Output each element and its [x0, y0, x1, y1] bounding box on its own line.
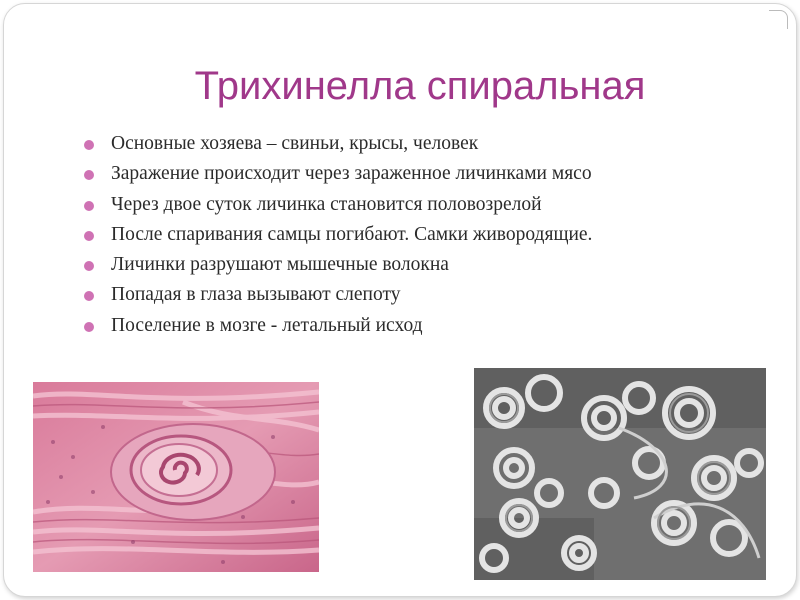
slide-title: Трихинелла спиральная	[194, 64, 646, 108]
bullet-item	[84, 282, 592, 312]
bullet-text: Личинки разрушают мышечные волокна	[111, 254, 449, 276]
bullet-text: Попадая в глаза вызывают слепоту	[111, 284, 401, 306]
bullet-item	[84, 192, 592, 222]
bullet-item	[84, 252, 592, 282]
bullet-dot-icon	[84, 291, 94, 301]
bullet-text: Через двое суток личинка становится половозрелой	[111, 193, 542, 215]
bullet-dot-icon	[84, 231, 94, 241]
bullet-text: После спаривания самцы погибают. Самки живородящие.	[111, 223, 593, 245]
electron-micrograph-image	[474, 368, 766, 580]
bullet-text: Основные хозяева – свиньи, крысы, человек	[111, 133, 479, 154]
bullet-dot-icon	[84, 322, 94, 332]
bullet-item	[84, 222, 592, 252]
bullet-item	[84, 131, 592, 161]
bullet-list	[84, 131, 592, 343]
bullet-text: Поселение в мозге - летальный исход	[111, 314, 423, 336]
bullet-dot-icon	[84, 261, 94, 271]
bullet-dot-icon	[84, 201, 94, 211]
bullet-dot-icon	[84, 140, 94, 150]
bullet-item	[84, 313, 592, 343]
slide-corner-decoration	[769, 10, 788, 29]
bullet-dot-icon	[84, 170, 94, 180]
histology-micrograph-image	[33, 382, 319, 572]
bullet-item	[84, 161, 592, 191]
bullet-text: Заражение происходит через зараженное личинками мясо	[111, 163, 592, 185]
